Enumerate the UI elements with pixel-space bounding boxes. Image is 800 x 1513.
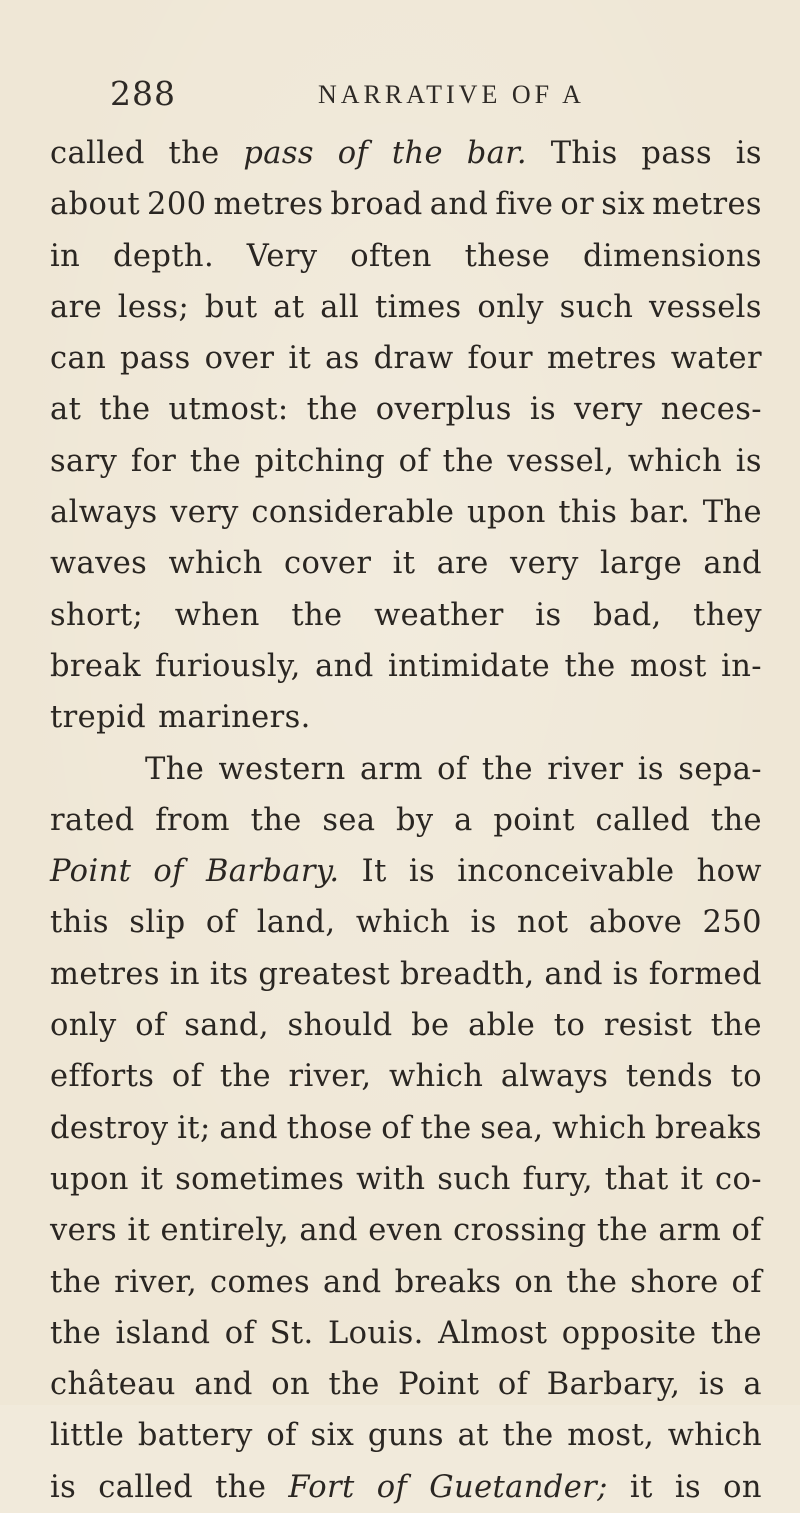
word: vers bbox=[50, 1213, 118, 1249]
word: even bbox=[368, 1213, 443, 1249]
word: weather bbox=[374, 597, 504, 633]
word: overplus bbox=[375, 392, 512, 428]
word: it bbox=[392, 546, 416, 582]
word: sea, bbox=[480, 1110, 544, 1146]
word: of bbox=[135, 1008, 166, 1044]
text-line bbox=[50, 487, 762, 538]
text-line bbox=[50, 1154, 762, 1205]
word: draw bbox=[373, 341, 454, 377]
word: vessel, bbox=[507, 443, 615, 479]
word: is bbox=[637, 751, 664, 787]
word: the bbox=[250, 802, 302, 838]
word: of bbox=[731, 1213, 762, 1249]
word: it bbox=[288, 341, 312, 377]
word: furiously, bbox=[155, 648, 301, 684]
word: it bbox=[680, 1161, 704, 1197]
text-line bbox=[50, 897, 762, 948]
text-line bbox=[50, 436, 762, 487]
word: inconceivable bbox=[457, 854, 675, 890]
word: is bbox=[698, 1367, 725, 1403]
word: of bbox=[266, 1418, 297, 1454]
word: of bbox=[437, 751, 468, 787]
word: about bbox=[50, 187, 140, 223]
word: metres bbox=[50, 956, 160, 992]
text-line bbox=[50, 179, 762, 230]
word: upon bbox=[50, 1161, 129, 1197]
word: western bbox=[218, 751, 346, 787]
word: in- bbox=[721, 648, 762, 684]
word: and bbox=[703, 546, 762, 582]
word: they bbox=[693, 597, 762, 633]
word: the bbox=[50, 1315, 102, 1351]
word: of bbox=[497, 1367, 529, 1403]
word: sepa- bbox=[678, 751, 762, 787]
word: pass bbox=[243, 136, 314, 171]
word: considerable bbox=[251, 495, 455, 531]
word: efforts bbox=[50, 1059, 155, 1095]
word: utmost: bbox=[168, 392, 289, 428]
word: upon bbox=[466, 495, 546, 531]
word: The bbox=[145, 751, 205, 787]
word: is bbox=[50, 1469, 77, 1505]
word: of bbox=[376, 1469, 408, 1505]
word: of bbox=[153, 854, 184, 890]
word: and bbox=[323, 1264, 382, 1300]
word: the bbox=[168, 136, 220, 171]
word: vessels bbox=[649, 289, 762, 325]
word: often bbox=[350, 238, 432, 274]
word: most bbox=[629, 648, 707, 684]
word: it; bbox=[177, 1110, 211, 1146]
word: be bbox=[411, 1008, 450, 1044]
word: at bbox=[457, 1418, 489, 1454]
word: only bbox=[50, 1008, 117, 1044]
word: short; bbox=[50, 597, 144, 633]
text-line bbox=[50, 1000, 762, 1051]
word: is bbox=[408, 854, 436, 890]
word: resist bbox=[603, 1008, 693, 1044]
word: broad bbox=[330, 187, 423, 223]
word: called bbox=[595, 802, 691, 838]
word: river, bbox=[114, 1264, 198, 1300]
word: co- bbox=[714, 1161, 762, 1197]
text-line bbox=[50, 282, 762, 333]
word: six bbox=[601, 187, 646, 223]
word: break bbox=[50, 648, 141, 684]
word: and bbox=[219, 1110, 278, 1146]
word: tends bbox=[625, 1059, 714, 1095]
text-line bbox=[50, 846, 762, 897]
word: which bbox=[552, 1110, 647, 1146]
word: in bbox=[169, 956, 200, 992]
word: the bbox=[99, 392, 151, 428]
word: 250 bbox=[702, 905, 762, 941]
running-title: NARRATIVE OF A bbox=[318, 80, 585, 109]
word: island bbox=[115, 1315, 211, 1351]
word: waves bbox=[50, 546, 148, 582]
word: six bbox=[310, 1418, 355, 1454]
word: entirely, bbox=[160, 1213, 290, 1249]
word: on bbox=[723, 1469, 762, 1505]
word: trepid bbox=[50, 700, 147, 736]
word: is bbox=[674, 1469, 702, 1505]
word: from bbox=[155, 802, 230, 838]
word: the bbox=[291, 597, 343, 633]
word: to bbox=[730, 1059, 762, 1095]
text-line bbox=[50, 538, 762, 589]
word: of bbox=[337, 136, 369, 171]
text-line bbox=[50, 1308, 762, 1359]
word: the bbox=[420, 1110, 472, 1146]
word: but bbox=[204, 289, 258, 325]
word: its bbox=[209, 956, 249, 992]
running-head bbox=[110, 74, 770, 124]
word: it bbox=[629, 1469, 653, 1505]
word: sary bbox=[50, 443, 118, 479]
word: and bbox=[429, 187, 489, 223]
word: Very bbox=[246, 238, 318, 274]
word: most, bbox=[567, 1418, 655, 1454]
word: of bbox=[731, 1264, 762, 1300]
word: water bbox=[670, 341, 762, 377]
word: the bbox=[502, 1418, 554, 1454]
word: it bbox=[140, 1161, 164, 1197]
word: at bbox=[50, 392, 82, 428]
word: by bbox=[396, 802, 434, 838]
word: and bbox=[194, 1367, 253, 1403]
word: Barbary. bbox=[205, 854, 340, 890]
word: able bbox=[468, 1008, 536, 1044]
word: very bbox=[574, 392, 643, 428]
word: very bbox=[510, 546, 579, 582]
word: all bbox=[320, 289, 360, 325]
word: neces- bbox=[660, 392, 762, 428]
word: arm bbox=[658, 1213, 722, 1249]
word: Guetander; bbox=[429, 1469, 608, 1505]
word: cover bbox=[284, 546, 372, 582]
word: the bbox=[566, 1264, 618, 1300]
word: pass bbox=[641, 136, 713, 171]
word: a bbox=[743, 1367, 762, 1403]
word: and bbox=[544, 956, 603, 992]
word: which bbox=[168, 546, 263, 582]
word: little bbox=[50, 1418, 125, 1454]
word: over bbox=[204, 341, 275, 377]
word: bar. bbox=[629, 495, 691, 531]
word: it bbox=[127, 1213, 151, 1249]
text-line bbox=[50, 1462, 762, 1513]
word: bad, bbox=[593, 597, 662, 633]
word: which bbox=[627, 443, 723, 479]
word: sand, bbox=[184, 1008, 269, 1044]
text-line bbox=[50, 231, 762, 282]
word: opposite bbox=[561, 1315, 697, 1351]
text-line bbox=[50, 1103, 762, 1154]
word: or bbox=[560, 187, 595, 223]
word: breadth, bbox=[399, 956, 535, 992]
word: the bbox=[189, 443, 242, 479]
word: Louis. bbox=[327, 1315, 424, 1351]
word: château bbox=[50, 1367, 176, 1403]
word: always bbox=[50, 495, 158, 531]
body-text bbox=[50, 128, 762, 1513]
word: depth. bbox=[112, 238, 215, 274]
word: less; bbox=[117, 289, 190, 325]
word: greatest bbox=[258, 956, 391, 992]
word: intimidate bbox=[387, 648, 551, 684]
word: pitching bbox=[254, 443, 386, 479]
word: Fort bbox=[288, 1469, 355, 1505]
word: on bbox=[514, 1264, 554, 1300]
word: the bbox=[215, 1469, 267, 1505]
word: are bbox=[436, 546, 489, 582]
word: the bbox=[710, 802, 762, 838]
word: called bbox=[50, 136, 145, 171]
text-line bbox=[50, 1051, 762, 1102]
word: to bbox=[553, 1008, 586, 1044]
word: breaks bbox=[394, 1264, 502, 1300]
text-line bbox=[50, 1359, 762, 1410]
word: which bbox=[389, 1059, 484, 1095]
word: always bbox=[500, 1059, 609, 1095]
word: the bbox=[391, 136, 444, 171]
word: is bbox=[612, 956, 639, 992]
word: which bbox=[355, 905, 451, 941]
word: and bbox=[299, 1213, 358, 1249]
word: the bbox=[481, 751, 534, 787]
word: bar. bbox=[466, 136, 527, 171]
word: Point bbox=[50, 854, 132, 890]
text-line bbox=[50, 641, 762, 692]
word: is bbox=[529, 392, 557, 428]
word: the bbox=[710, 1008, 762, 1044]
word: land, bbox=[256, 905, 336, 941]
word: formed bbox=[648, 956, 762, 992]
text-line bbox=[50, 1257, 762, 1308]
word: Almost bbox=[438, 1315, 548, 1351]
word: which bbox=[667, 1418, 762, 1454]
word: the bbox=[219, 1059, 271, 1095]
word: large bbox=[600, 546, 683, 582]
text-line bbox=[50, 333, 762, 384]
word: The bbox=[702, 495, 762, 531]
word: metres bbox=[652, 187, 762, 223]
word: pass bbox=[120, 341, 191, 377]
word: is bbox=[470, 905, 497, 941]
word: those bbox=[286, 1110, 373, 1146]
word: is bbox=[735, 136, 762, 171]
word: as bbox=[325, 341, 360, 377]
word: crossing bbox=[453, 1213, 587, 1249]
word: Barbary, bbox=[546, 1367, 681, 1403]
word: can bbox=[50, 341, 107, 377]
word: is bbox=[535, 597, 562, 633]
word: and bbox=[315, 648, 374, 684]
word: such bbox=[559, 289, 634, 325]
word: above bbox=[588, 905, 683, 941]
word: four bbox=[467, 341, 534, 377]
word: battery bbox=[137, 1418, 253, 1454]
word: Point bbox=[398, 1367, 480, 1403]
word: this bbox=[558, 495, 618, 531]
text-line bbox=[50, 1205, 762, 1256]
word: these bbox=[464, 238, 551, 274]
word: are bbox=[50, 289, 103, 325]
text-line bbox=[50, 744, 762, 795]
word: of bbox=[224, 1315, 256, 1351]
text-line bbox=[50, 590, 762, 641]
word: rated bbox=[50, 802, 135, 838]
word: the bbox=[442, 443, 494, 479]
word: when bbox=[174, 597, 260, 633]
word: mariners. bbox=[158, 700, 311, 736]
text-line bbox=[50, 949, 762, 1000]
word: such bbox=[437, 1161, 511, 1197]
word: 200 bbox=[147, 187, 207, 223]
word: the bbox=[564, 648, 616, 684]
word: river bbox=[547, 751, 624, 787]
word: a bbox=[454, 802, 473, 838]
text-line bbox=[50, 795, 762, 846]
text-line bbox=[50, 692, 762, 743]
text-line bbox=[50, 384, 762, 435]
word: this bbox=[50, 905, 109, 941]
word: comes bbox=[210, 1264, 311, 1300]
word: times bbox=[374, 289, 462, 325]
word: shore bbox=[630, 1264, 719, 1300]
word: river, bbox=[288, 1059, 372, 1095]
word: how bbox=[696, 854, 762, 890]
word: the bbox=[710, 1315, 762, 1351]
word: of bbox=[381, 1110, 412, 1146]
word: with bbox=[356, 1161, 426, 1197]
word: the bbox=[50, 1264, 102, 1300]
word: sea bbox=[322, 802, 376, 838]
word: of bbox=[205, 905, 237, 941]
text-line bbox=[50, 1410, 762, 1461]
word: guns bbox=[367, 1418, 444, 1454]
word: point bbox=[493, 802, 575, 838]
word: of bbox=[171, 1059, 203, 1095]
word: sometimes bbox=[175, 1161, 345, 1197]
word: metres bbox=[213, 187, 324, 223]
word: very bbox=[170, 495, 239, 531]
page-number: 288 bbox=[110, 74, 176, 113]
word: only bbox=[477, 289, 544, 325]
word: slip bbox=[129, 905, 186, 941]
word: not bbox=[517, 905, 569, 941]
word: dimensions bbox=[583, 238, 762, 274]
word: the bbox=[328, 1367, 380, 1403]
word: St. bbox=[269, 1315, 314, 1351]
word: It bbox=[361, 854, 387, 890]
word: destroy bbox=[50, 1110, 169, 1146]
word: This bbox=[550, 136, 618, 171]
text-line bbox=[50, 128, 762, 179]
word: fury, bbox=[522, 1161, 593, 1197]
word: at bbox=[273, 289, 305, 325]
word: the bbox=[596, 1213, 649, 1249]
word: is bbox=[735, 443, 762, 479]
word: of bbox=[398, 443, 430, 479]
word: five bbox=[495, 187, 554, 223]
word: called bbox=[98, 1469, 194, 1505]
word: metres bbox=[546, 341, 657, 377]
word: on bbox=[271, 1367, 311, 1403]
word: that bbox=[604, 1161, 669, 1197]
word: for bbox=[130, 443, 177, 479]
word: breaks bbox=[655, 1110, 762, 1146]
word: arm bbox=[359, 751, 423, 787]
word: should bbox=[287, 1008, 393, 1044]
word: the bbox=[306, 392, 358, 428]
word: in bbox=[50, 238, 81, 274]
